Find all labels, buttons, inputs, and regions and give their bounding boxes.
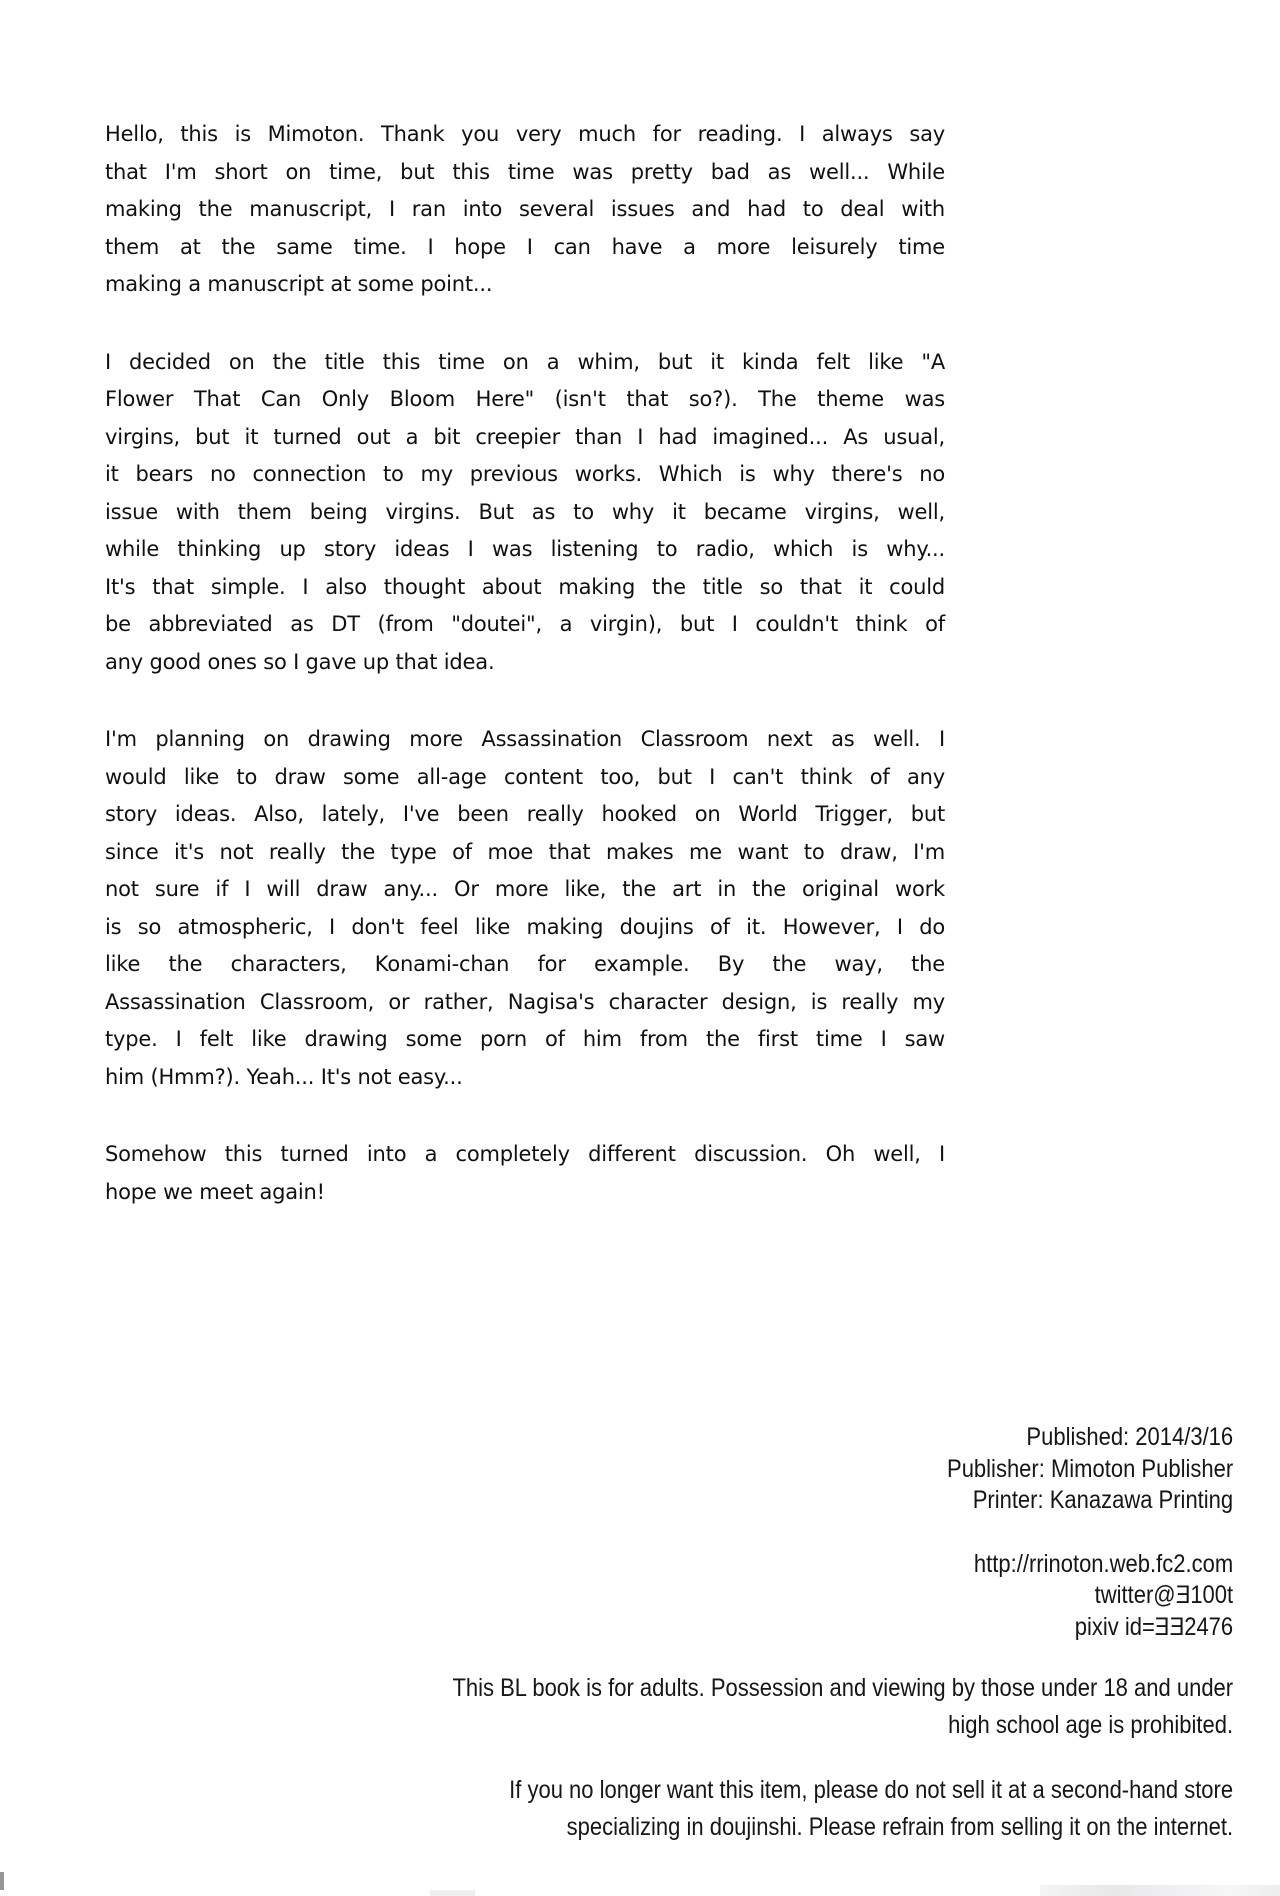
body-text-line: that I'm short on time, but this time was pretty bad as well... While <box>105 159 945 184</box>
body-text-line: him (Hmm?). Yeah... It's not easy... <box>105 1064 463 1089</box>
body-text-line: hope we meet again! <box>105 1179 325 1204</box>
text-line: high school age is prohibited. <box>948 1711 1233 1739</box>
body-text-line: not sure if I will draw any... Or more like, the art in the original work <box>105 877 945 901</box>
paragraph <box>105 1136 945 1211</box>
paragraph <box>105 721 945 1096</box>
body-text-line: any good ones so I gave up that idea. <box>105 649 495 674</box>
body-text-line: Hello, this is Mimoton. Thank you very much for reading. I always say <box>105 122 945 146</box>
body-text-line: since it's not really the type of moe that makes me want to draw, I'm <box>105 839 945 864</box>
scan-artifact-bottom-center <box>430 1890 475 1896</box>
katakana-yo-glyph: E <box>1169 1612 1185 1641</box>
adult-warning-notice <box>452 1670 1233 1744</box>
notices <box>452 1670 1233 1846</box>
text-line: http://rrinoton.web.fc2.com <box>973 1549 1233 1578</box>
body-text-line: I'm planning on drawing more Assassination Classroom next as well. I <box>105 727 945 751</box>
body-text-line: would like to draw some all-age content too, but I can't think of any <box>105 764 945 789</box>
body-text-line: virgins, but it turned out a bit creepier than I had imagined... As usual, <box>105 424 945 449</box>
text-line: This BL book is for adults. Possession and viewing by those under 18 and under <box>452 1674 1233 1702</box>
text-line: twitter@E100t <box>947 1580 1233 1612</box>
body-text-line: story ideas. Also, lately, I've been really hooked on World Trigger, but <box>105 802 945 826</box>
body-text-line: be abbreviated as DT (from "doutei", a virgin), but I couldn't think of <box>105 612 945 636</box>
text-line: Publisher: Mimoton Publisher <box>946 1454 1233 1483</box>
body-text-line: Somehow this turned into a completely different discussion. Oh well, I <box>105 1142 945 1166</box>
body-text-line: is so atmospheric, I don't feel like making doujins of it. However, I do <box>105 914 945 939</box>
body-text-line: it bears no connection to my previous works. Which is why there's no <box>105 462 945 486</box>
afterword-body-text <box>105 116 945 1251</box>
body-text-line: while thinking up story ideas I was listening to radio, which is why... <box>105 537 945 561</box>
text-line: pixiv id=EE2476 <box>947 1612 1233 1644</box>
scan-artifact-bottom-right <box>1040 1885 1280 1896</box>
body-text-line: them at the same time. I hope I can have a more leisurely time <box>105 234 945 259</box>
katakana-yo-glyph: E <box>1175 1581 1191 1609</box>
colophon <box>947 1422 1233 1643</box>
contact-info <box>947 1549 1233 1644</box>
text-line: If you no longer want this item, please do not sell it at a second-hand store <box>509 1776 1233 1804</box>
body-text-line: making a manuscript at some point... <box>105 272 493 296</box>
paragraph <box>105 116 945 304</box>
body-text-line: type. I felt like drawing some porn of him from the first time I saw <box>105 1027 945 1051</box>
body-text-line: making the manuscript, I ran into several issues and had to deal with <box>105 197 945 221</box>
text-line: Printer: Kanazawa Printing <box>972 1486 1233 1514</box>
body-text-line: Assassination Classroom, or rather, Nagisa's character design, is really my <box>105 989 945 1014</box>
body-text-line: issue with them being virgins. But as to why it became virgins, well, <box>105 499 945 524</box>
body-text-line: Flower That Can Only Bloom Here" (isn't that so?). The theme was <box>105 387 945 411</box>
text-line: specializing in doujinshi. Please refrain from selling it on the internet. <box>566 1813 1233 1841</box>
body-text-line: It's that simple. I also thought about making the title so that it could <box>105 574 945 599</box>
text-line: Published: 2014/3/16 <box>1026 1423 1233 1451</box>
resale-notice <box>452 1772 1233 1846</box>
scan-artifact-left-edge <box>0 1872 4 1890</box>
paragraph <box>105 344 945 682</box>
publication-info <box>947 1422 1233 1517</box>
body-text-line: like the characters, Konami-chan for example. By the way, the <box>105 952 945 976</box>
body-text-line: I decided on the title this time on a whim, but it kinda felt like "A <box>105 349 945 374</box>
katakana-yo-glyph: E <box>1154 1612 1170 1641</box>
